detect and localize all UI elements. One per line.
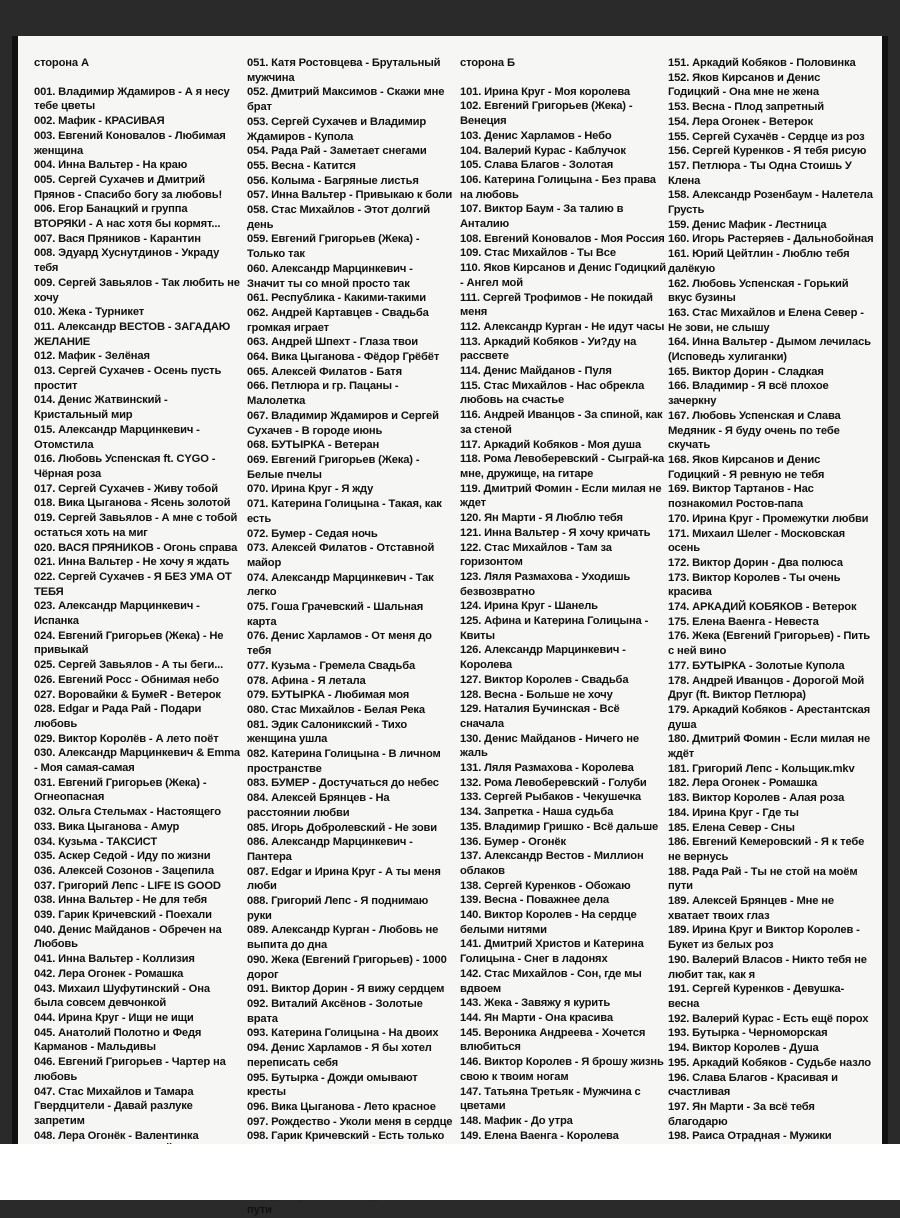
track-item: 116. Андрей Иванцов - За спиной, как за стеной	[460, 409, 663, 436]
track-item: 018. Вика Цыганова - Ясень золотой	[34, 497, 231, 510]
track-item: 075. Гоша Грачевский - Шальная карта	[247, 601, 424, 628]
track-item: 186. Евгений Кемеровский - Я к тебе не вернусь	[668, 836, 865, 863]
track-item: 021. Инна Вальтер - Не хочу я ждать	[34, 556, 230, 569]
track-item: 010. Жека - Турникет	[34, 306, 145, 319]
track-item: 149. Елена Ваенга - Королева	[460, 1129, 619, 1142]
track-item: 138. Сергей Куренков - Обожаю	[460, 879, 631, 892]
track-item: 080. Стас Михайлов - Белая Река	[247, 703, 425, 716]
track-item: 127. Виктор Королев - Свадьба	[460, 673, 629, 686]
track-item: 107. Виктор Баум - За талию в Анталию	[460, 203, 624, 231]
track-item: 155. Сергей Сухачёв - Сердце из роз	[668, 130, 865, 143]
track-item: 035. Аскер Седой - Иду по жизни	[34, 850, 211, 863]
track-item: 113. Аркадий Кобяков - Уи?ду на рассвете	[460, 335, 637, 363]
column-side-a	[34, 56, 240, 1173]
track-item: 012. Мафик - Зелёная	[34, 350, 150, 363]
track-item: 061. Республика - Какими-такими	[247, 292, 426, 305]
track-item: 184. Ирина Круг - Где ты	[668, 806, 799, 819]
track-item: 117. Аркадий Кобяков - Моя душа	[460, 438, 642, 451]
track-item: 082. Катерина Голицына - В личном пространстве	[247, 748, 441, 775]
track-item: 110. Яков Кирсанов и Денис Годицкий - Ангел мой	[460, 262, 666, 289]
track-item: 094. Денис Харламов - Я бы хотел переписать себя	[247, 1042, 432, 1069]
track-item: 178. Андрей Иванцов - Дорогой Мой Друг (ft. Виктор Петлюра)	[668, 674, 865, 702]
track-item: 026. Евгений Росс - Обнимая небо	[34, 673, 219, 686]
track-list	[34, 85, 240, 1173]
track-item: 062. Андрей Картавцев - Свадьба громкая играет	[247, 306, 429, 334]
track-item: 181. Григорий Лепс - Кольщик.mkv	[668, 762, 855, 775]
track-item: 047. Стас Михайлов и Тамара Гвердцители - Давай разлуке запретим	[34, 1085, 194, 1127]
track-item: 195. Аркадий Кобяков - Судьбе назло	[668, 1056, 871, 1069]
track-item: 022. Сергей Сухачев - Я БЕЗ УМА ОТ ТЕБЯ	[34, 570, 232, 598]
track-item: 008. Эдуард Хуснутдинов - Украду тебя	[34, 247, 220, 275]
track-item: 030. Александр Марцинкевич & Emma - Моя самая-самая	[34, 747, 240, 775]
track-item: 151. Аркадий Кобяков - Половинка	[668, 57, 856, 69]
track-item: 053. Сергей Сухачев и Владимир Ждамиров - Купола	[247, 115, 427, 143]
track-item: 163. Стас Михайлов и Елена Север - Не зови, не слышу	[668, 306, 864, 334]
track-item: 096. Вика Цыганова - Лето красное	[247, 1100, 436, 1113]
track-item: 145. Вероника Андреева - Хочется влюбиться	[460, 1026, 646, 1054]
track-item: 015. Александр Марцинкевич - Отомстила	[34, 423, 200, 451]
track-item: 162. Любовь Успенская - Горький вкус бузины	[668, 277, 849, 305]
track-item: 189. Ирина Круг и Виктор Королев - Букет из белых роз	[668, 924, 860, 952]
track-item: 048. Лера Огонёк - Валентинка	[34, 1129, 199, 1142]
track-item: 173. Виктор Королев - Ты очень красива	[668, 571, 841, 599]
track-item: 108. Евгений Коновалов - Моя Россия	[460, 232, 665, 245]
track-item: 058. Стас Михайлов - Этот долгий день	[247, 204, 430, 231]
track-item: пути	[247, 1203, 272, 1216]
track-item: 089. Александр Курган - Любовь не выпита до дна	[247, 924, 439, 952]
column-side-a-continued	[247, 56, 453, 1218]
track-item: 014. Денис Жатвинский - Кристальный мир	[34, 394, 168, 422]
track-item: 065. Алексей Филатов - Батя	[247, 365, 402, 378]
track-item: 097. Рождество - Уколи меня в сердце	[247, 1115, 453, 1128]
track-item: 009. Сергей Завьялов - Так любить не хочу	[34, 276, 240, 304]
track-item: 087. Edgar и Ирина Круг - А ты меня люби	[247, 865, 441, 893]
track-item: 024. Евгений Григорьев (Жека) - Не привыкай	[34, 629, 224, 657]
track-item: 029. Виктор Королёв - А лето поёт	[34, 732, 219, 745]
track-item: 103. Денис Харламов - Небо	[460, 129, 612, 142]
track-item: 197. Ян Марти - За всё тебя благодарю	[668, 1100, 815, 1128]
track-list	[460, 85, 666, 1173]
track-item: 002. Мафик - КРАСИВАЯ	[34, 115, 165, 128]
track-item: 063. Андрей Шпехт - Глаза твои	[247, 336, 418, 349]
column-side-b	[460, 56, 666, 1173]
track-item: 032. Ольга Стельмах - Настоящего	[34, 806, 221, 819]
track-item: 190. Валерий Власов - Никто тебя не любит так, как я	[668, 953, 867, 981]
track-item: 090. Жека (Евгений Григорьев) - 1000 дорог	[247, 953, 447, 981]
track-item: 095. Бутырка - Дожди омывают кресты	[247, 1071, 418, 1099]
track-item: 028. Edgar и Рада Рай - Подари любовь	[34, 703, 202, 730]
track-item: 157. Петлюра - Ты Одна Стоишь У Клена	[668, 159, 852, 187]
track-item: 193. Бутырка - Черноморская	[668, 1027, 828, 1040]
column-side-b-continued	[668, 56, 874, 1188]
track-item: 081. Эдик Салоникский - Тихо женщина ушла	[247, 718, 408, 746]
track-item: 076. Денис Харламов - От меня до тебя	[247, 630, 432, 658]
track-item: 191. Сергей Куренков - Девушка-весна	[668, 983, 845, 1010]
track-item: 133. Сергей Рыбаков - Чекушечка	[460, 791, 641, 804]
track-item: 122. Стас Михайлов - Там за горизонтом	[460, 541, 612, 569]
track-item: 166. Владимир - Я всё плохое зачеркну	[668, 380, 829, 408]
track-item: 001. Владимир Ждамиров - А я несу тебе цветы	[34, 85, 230, 113]
track-item: 111. Сергей Трофимов - Не покидай меня	[460, 291, 653, 319]
track-item: 019. Сергей Завьялов - А мне с тобой остаться хоть на миг	[34, 512, 238, 539]
track-item: 069. Евгений Григорьев (Жека) - Белые пчелы	[247, 453, 420, 481]
track-item: 142. Стас Михайлов - Сон, где мы вдвоем	[460, 967, 642, 995]
track-item: 196. Слава Благов - Красивая и счастливая	[668, 1071, 838, 1099]
track-list-sheet	[12, 36, 888, 1216]
track-item: 140. Виктор Королев - На сердце белыми нитями	[460, 909, 637, 936]
track-item: 130. Денис Майданов - Ничего не жаль	[460, 732, 639, 760]
track-item: 102. Евгений Григорьев (Жека) - Венеция	[460, 100, 633, 128]
track-item: 093. Катерина Голицына - На двоих	[247, 1027, 439, 1040]
track-item: 033. Вика Цыганова - Амур	[34, 820, 180, 833]
track-item: 120. Ян Марти - Я Люблю тебя	[460, 512, 623, 525]
track-item: 036. Алексей Созонов - Зацепила	[34, 864, 214, 877]
track-item: 011. Александр ВЕСТОВ - ЗАГАДАЮ ЖЕЛАНИЕ	[34, 320, 231, 348]
side-a-title: сторона А	[34, 57, 89, 69]
track-item: 188. Рада Рай - Ты не стой на моём пути	[668, 865, 858, 893]
track-item: 119. Дмитрий Фомин - Если милая не ждет	[460, 482, 662, 510]
track-item: 013. Сергей Сухачев - Осень пусть простит	[34, 365, 222, 392]
track-item: 153. Весна - Плод запретный	[668, 101, 824, 114]
track-item: 031. Евгений Григорьев (Жека) - Огнеопасная	[34, 776, 207, 804]
track-item: 114. Денис Майданов - Пуля	[460, 365, 612, 378]
track-item: 020. ВАСЯ ПРЯНИКОВ - Огонь справа	[34, 541, 238, 554]
track-item: 045. Анатолий Полотно и Федя Карманов - Мальдивы	[34, 1026, 202, 1054]
track-item: 148. Мафик - До утра	[460, 1114, 573, 1127]
track-item: 128. Весна - Больше не хочу	[460, 688, 613, 701]
track-item: 044. Ирина Круг - Ищи не ищи	[34, 1012, 194, 1024]
track-item: 123. Ляля Размахова - Уходишь безвозвратно	[460, 570, 631, 598]
track-item: 143. Жека - Завяжу я курить	[460, 997, 611, 1010]
track-item: 059. Евгений Григорьев (Жека) - Только так	[247, 233, 420, 261]
track-item: 136. Бумер - Огонёк	[460, 835, 566, 848]
track-item: 165. Виктор Дорин - Сладкая	[668, 365, 824, 378]
track-item: 115. Стас Михайлов - Нас обрекла любовь на счастье	[460, 379, 645, 407]
track-item: 056. Колыма - Багряные листья	[247, 174, 419, 187]
track-item: 185. Елена Север - Сны	[668, 821, 795, 834]
track-item: 034. Кузьма - ТАКСИСТ	[34, 835, 158, 848]
track-item: 039. Гарик Кричевский - Поехали	[34, 909, 212, 922]
page-bottom-margin	[0, 1144, 900, 1200]
track-list	[247, 56, 453, 1218]
track-item: 038. Инна Вальтер - Не для тебя	[34, 894, 207, 907]
track-item: 083. БУМЕР - Достучаться до небес	[247, 777, 439, 790]
track-item: 071. Катерина Голицына - Такая, как есть	[247, 498, 442, 525]
track-item: 198. Раиса Отрадная - Мужики	[668, 1130, 832, 1143]
track-item: 137. Александр Вестов - Миллион облаков	[460, 850, 644, 877]
track-item: 156. Сергей Куренков - Я тебя рисую	[668, 145, 867, 158]
track-item: 084. Алексей Брянцев - На расстоянии любви	[247, 792, 390, 819]
track-item: 134. Запретка - Наша судьба	[460, 806, 614, 819]
track-item: 105. Слава Благов - Золотая	[460, 159, 614, 172]
track-item: 054. Рада Рай - Заметает снегами	[247, 145, 427, 158]
track-item: 037. Григорий Лепс - LIFE IS GOOD	[34, 879, 221, 892]
track-item: 139. Весна - Поважнее дела	[460, 894, 609, 907]
track-item: 109. Стас Михайлов - Ты Все	[460, 247, 616, 260]
track-item: 017. Сергей Сухачев - Живу тобой	[34, 482, 218, 495]
track-item: 025. Сергей Завьялов - А ты беги...	[34, 659, 224, 672]
track-item: 124. Ирина Круг - Шанель	[460, 600, 598, 613]
track-item: 092. Виталий Аксёнов - Золотые врата	[247, 998, 423, 1025]
track-item: 159. Денис Мафик - Лестница	[668, 218, 827, 231]
track-item: 183. Виктор Королев - Алая роза	[668, 792, 845, 805]
track-item: 074. Александр Марцинкевич - Так легко	[247, 571, 434, 599]
track-item: 055. Весна - Катится	[247, 159, 356, 172]
track-item: 043. Михаил Шуфутинский - Она была совсем девчонкой	[34, 982, 210, 1010]
track-item: 168. Яков Кирсанов и Денис Годицкий - Я ревную не тебя	[668, 453, 825, 481]
track-item: 174. АРКАДИЙ КОБЯКОВ - Ветерок	[668, 601, 857, 614]
track-item: 085. Игорь Добролевский - Не зови	[247, 821, 437, 834]
track-item: 003. Евгений Коновалов - Любимая женщина	[34, 129, 226, 157]
track-item: 051. Катя Ростовцева - Брутальный мужчина	[247, 57, 441, 84]
track-item: 040. Денис Майданов - Обречен на Любовь	[34, 923, 222, 951]
track-item: 192. Валерий Курас - Есть ещё порох	[668, 1012, 869, 1025]
track-item: 016. Любовь Успенская ft. CYGO - Чёрная роза	[34, 453, 216, 480]
track-item: 046. Евгений Григорьев - Чартер на любовь	[34, 1056, 226, 1083]
track-item: 005. Сергей Сухачев и Дмитрий Прянов - Спасибо богу за любовь!	[34, 173, 223, 201]
track-item: 129. Наталия Бучинская - Всё сначала	[460, 703, 620, 730]
track-item: 125. Афина и Катерина Голицына - Квиты	[460, 615, 649, 642]
track-item: 161. Юрий Цейтлин - Люблю тебя далёкую	[668, 248, 850, 275]
track-item: 146. Виктор Королев - Я брошу жизнь свою к твоим ногам	[460, 1056, 664, 1083]
track-item: 064. Вика Цыганова - Фёдор Грёбёт	[247, 351, 440, 364]
track-item: 177. БУТЫРКА - Золотые Купола	[668, 659, 845, 672]
track-item: 067. Владимир Ждамиров и Сергей Сухачев - В городе июнь	[247, 409, 439, 437]
track-item: 121. Инна Вальтер - Я хочу кричать	[460, 526, 651, 539]
track-item: 079. БУТЫРКА - Любимая моя	[247, 689, 410, 702]
track-item: 027. Воровайки & БумеR - Ветерок	[34, 688, 221, 701]
track-list	[668, 56, 874, 1188]
track-item: 164. Инна Вальтер - Дымом лечилась (Исповедь хулиганки)	[668, 336, 871, 364]
track-item: 066. Петлюра и гр. Пацаны - Малолетка	[247, 380, 399, 408]
track-item: 135. Владимир Гришко - Всё дальше	[460, 820, 659, 833]
track-item: 170. Ирина Круг - Промежутки любви	[668, 512, 869, 525]
track-item: 091. Виктор Дорин - Я вижу сердцем	[247, 983, 445, 996]
track-item: 176. Жека (Евгений Григорьев) - Пить с ней вино	[668, 630, 871, 658]
track-item: 112. Александр Курган - Не идут часы	[460, 320, 665, 333]
track-item: 007. Вася Пряников - Карантин	[34, 232, 201, 245]
track-item: 147. Татьяна Третьяк - Мужчина с цветами	[460, 1085, 641, 1113]
track-item: 101. Ирина Круг - Моя королева	[460, 85, 631, 98]
track-item: 057. Инна Вальтер - Привыкаю к боли	[247, 189, 453, 202]
track-item: 180. Дмитрий Фомин - Если милая не ждёт	[668, 733, 871, 761]
track-item: 169. Виктор Тартанов - Нас познакомил Ростов-папа	[668, 483, 814, 511]
track-item: 141. Дмитрий Христов и Катерина Голицына - Снег в ладонях	[460, 938, 644, 966]
track-item: 104. Валерий Курас - Каблучок	[460, 144, 626, 157]
track-item: 052. Дмитрий Максимов - Скажи мне брат	[247, 86, 445, 114]
track-item: 144. Ян Марти - Она красива	[460, 1012, 613, 1024]
track-item: 086. Александр Марцинкевич - Пантера	[247, 836, 413, 863]
track-item: 070. Ирина Круг - Я жду	[247, 483, 374, 496]
track-item: 167. Любовь Успенская и Слава Медяник - Я буду очень по тебе скучать	[668, 409, 841, 452]
track-item: 179. Аркадий Кобяков - Арестантская душа	[668, 703, 870, 731]
track-item: 023. Александр Марцинкевич - Испанка	[34, 600, 200, 628]
track-item: 073. Алексей Филатов - Отставной майор	[247, 542, 435, 569]
track-item: 078. Афина - Я летала	[247, 674, 366, 687]
track-item: 072. Бумер - Седая ночь	[247, 527, 378, 540]
track-item: 077. Кузьма - Гремела Свадьба	[247, 659, 416, 672]
track-item: 004. Инна Вальтер - На краю	[34, 159, 188, 172]
track-item: 182. Лера Огонек - Ромашка	[668, 777, 818, 790]
track-item: 118. Рома Левоберевский - Сыграй-ка мне, дружище, на гитаре	[460, 453, 665, 480]
track-item: 006. Егор Банацкий и группа ВТОРЯКИ - А нас хотя бы кормят...	[34, 203, 221, 231]
track-item: 088. Григорий Лепс - Я поднимаю руки	[247, 895, 429, 922]
track-item: 060. Александр Марцинкевич - Значит ты со мной просто так	[247, 262, 413, 290]
track-item: 160. Игорь Растеряев - Дальнобойная	[668, 233, 874, 246]
track-item: 175. Елена Ваенга - Невеста	[668, 615, 819, 628]
track-item: 042. Лера Огонек - Ромашка	[34, 967, 184, 980]
track-item: 126. Александр Марцинкевич - Королева	[460, 644, 626, 672]
track-item: 194. Виктор Королев - Душа	[668, 1042, 819, 1055]
side-b-title: сторона Б	[460, 57, 515, 69]
track-item: 172. Виктор Дорин - Два полюса	[668, 556, 843, 569]
track-item: 106. Катерина Голицына - Без права на любовь	[460, 173, 656, 201]
track-item: 098. Гарик Кричевский - Есть только	[247, 1130, 445, 1143]
track-item: 171. Михаил Шелег - Московская осень	[668, 527, 846, 555]
track-item: 131. Ляля Размахова - Королева	[460, 762, 634, 775]
track-item: 068. БУТЫРКА - Ветеран	[247, 439, 380, 452]
track-item: 041. Инна Вальтер - Коллизия	[34, 953, 195, 966]
track-item: 189. Алексей Брянцев - Мне не хватает твоих глаз	[668, 895, 834, 922]
track-item: 154. Лера Огонек - Ветерок	[668, 115, 813, 128]
track-item: 132. Рома Левоберевский - Голуби	[460, 776, 647, 789]
track-item: 152. Яков Кирсанов и Денис Годицкий - Она мне не жена	[668, 71, 821, 99]
track-item: 158. Александр Розенбаум - Налетела Грусть	[668, 189, 873, 217]
